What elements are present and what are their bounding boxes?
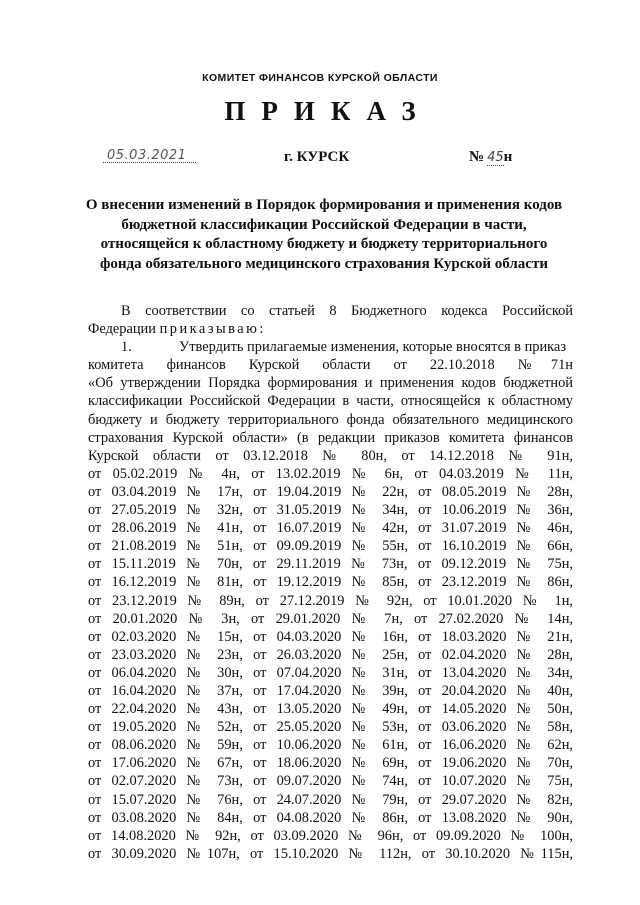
- heading-line: бюджетной классификации Российской Федерации в части,: [121, 216, 527, 233]
- order-number-label: №: [469, 149, 485, 165]
- body-line: от 16.04.2020 № 37н, от 17.04.2020 № 39н, от 20.04.2020 № 40н,: [88, 682, 573, 699]
- body-lines: [88, 356, 573, 863]
- body-line: от 20.01.2020 № 3н, от 29.01.2020 № 7н, от 27.02.2020 № 14н,: [88, 610, 573, 627]
- body-line: от 19.05.2020 № 52н, от 25.05.2020 № 53н, от 03.06.2020 № 58н,: [88, 719, 573, 736]
- body-line: [88, 320, 573, 338]
- body-line: «Об утверждении Порядка формирования и применения кодов бюджетной: [88, 375, 573, 392]
- body-text: Федерации: [88, 321, 160, 338]
- body-line: от 28.06.2019 № 41н, от 16.07.2019 № 42н, от 31.07.2019 № 46н,: [88, 520, 573, 537]
- body-line: от 22.04.2020 № 43н, от 13.05.2020 № 49н, от 14.05.2020 № 50н,: [88, 701, 573, 718]
- heading-line: О внесении изменений в Порядок формирования и применения кодов: [85, 197, 563, 213]
- body-line: от 16.12.2019 № 81н, от 19.12.2019 № 85н, от 23.12.2019 № 86н,: [88, 574, 573, 591]
- body-line: Курской области от 03.12.2018 № 80н, от 14.12.2018 № 91н,: [88, 447, 573, 464]
- body-line: от 05.02.2019 № 4н, от 13.02.2019 № 6н, от 04.03.2019 № 11н,: [88, 465, 573, 482]
- body-line: от 17.06.2020 № 67н, от 18.06.2020 № 69н, от 19.06.2020 № 70н,: [88, 755, 573, 772]
- item-text: Утвердить прилагаемые изменения, которые вносятся в приказ: [179, 339, 567, 356]
- heading-line: фонда обязательного медицинского страхования Курской области: [100, 255, 548, 272]
- body-spaced-word: приказываю: [159, 321, 260, 338]
- body-line: от 03.04.2019 № 17н, от 19.04.2019 № 22н, от 08.05.2019 № 28н,: [88, 483, 573, 500]
- organization-name: КОМИТЕТ ФИНАНСОВ КУРСКОЙ ОБЛАСТИ: [202, 72, 438, 84]
- body-line: от 08.06.2020 № 59н, от 10.06.2020 № 61н, от 16.06.2020 № 62н,: [88, 737, 573, 754]
- document-heading: [60, 196, 588, 274]
- body-line: от 02.03.2020 № 15н, от 04.03.2020 № 16н, от 18.03.2020 № 21н,: [88, 628, 573, 645]
- document-title: ПРИКАЗ: [224, 96, 432, 126]
- body-line: классификации Российской Федерации в части, относящейся к областному: [88, 393, 573, 410]
- body-line: от 15.07.2020 № 76н, от 24.07.2020 № 79н, от 29.07.2020 № 82н,: [88, 791, 573, 808]
- document-body: [88, 302, 573, 863]
- body-line: от 14.08.2020 № 92н, от 03.09.2020 № 96н, от 09.09.2020 № 100н,: [88, 827, 573, 844]
- body-line: от 21.08.2019 № 51н, от 09.09.2019 № 55н, от 16.10.2019 № 66н,: [88, 538, 573, 555]
- body-line: от 02.07.2020 № 73н, от 09.07.2020 № 74н, от 10.07.2020 № 75н,: [88, 773, 573, 790]
- body-line: от 23.12.2019 № 89н, от 27.12.2019 № 92н, от 10.01.2020 № 1н,: [88, 592, 573, 609]
- item-number: 1.: [121, 339, 132, 356]
- heading-line: относящейся к областному бюджету и бюджету территориального: [100, 236, 548, 252]
- body-line: В соответствии со статьей 8 Бюджетного кодекса Российской: [121, 303, 573, 319]
- body-line: от 15.11.2019 № 70н, от 29.11.2019 № 73н, от 09.12.2019 № 75н,: [88, 556, 573, 573]
- order-number: [469, 149, 512, 166]
- body-line: от 30.09.2020 №107н, от 15.10.2020 № 112н, от 30.10.2020 №115н,: [88, 845, 573, 862]
- body-line: от 27.05.2019 № 32н, от 31.05.2019 № 34н, от 10.06.2019 № 36н,: [88, 502, 573, 519]
- body-line: от 23.03.2020 № 23н, от 26.03.2020 № 25н, от 02.04.2020 № 28н,: [88, 646, 573, 663]
- order-number-value: 45: [487, 150, 504, 165]
- item-line: [88, 338, 573, 356]
- body-line: страхования Курской области» (в редакции приказов комитета финансов: [88, 429, 573, 446]
- body-line: от 03.08.2020 № 84н, от 04.08.2020 № 86н, от 13.08.2020 № 90н,: [88, 809, 573, 826]
- order-number-suffix: н: [503, 149, 513, 165]
- order-date: 05.03.2021: [107, 148, 187, 163]
- body-line: бюджету и бюджету территориального фонда обязательного медицинского: [88, 411, 573, 428]
- body-line: комитета финансов Курской области от 22.10.2018 №71н: [88, 357, 573, 374]
- body-line: от 06.04.2020 № 30н, от 07.04.2020 № 31н, от 13.04.2020 № 34н,: [88, 664, 573, 681]
- body-text: :: [259, 321, 264, 338]
- order-city: г. КУРСК: [284, 149, 350, 165]
